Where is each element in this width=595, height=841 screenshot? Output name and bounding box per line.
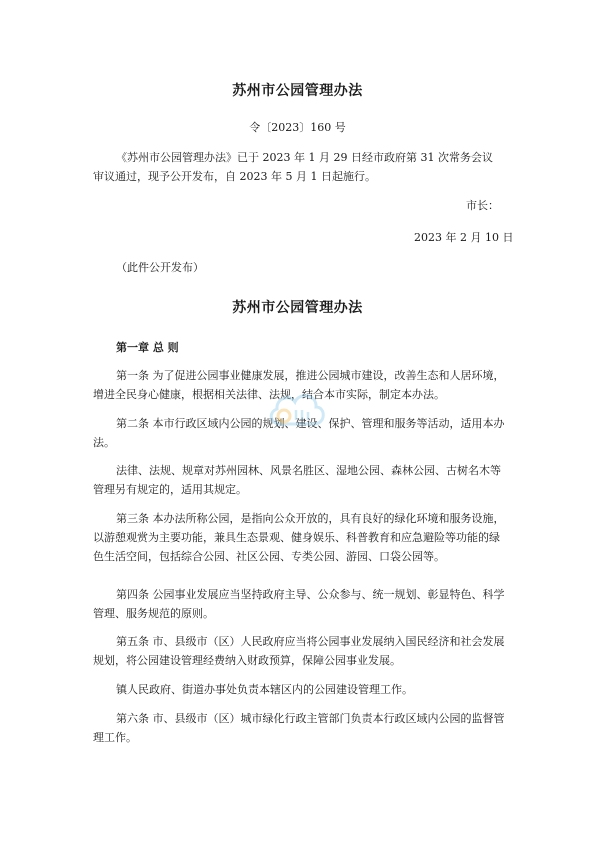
article-6: 第六条 市、县级市（区）城市绿化行政主管部门负责本行政区域内公园的监督管理工作。 — [93, 712, 505, 744]
publish-note: （此件公开发布） — [116, 261, 204, 274]
order-number: 令〔2023〕160 号 — [249, 121, 346, 134]
cloud-logo-icon — [262, 376, 332, 446]
article-4: 第四条 公园事业发展应当坚持政府主导、公众参与、统一规划、彰显特色、科学管理、服务规范的原则。 — [93, 588, 505, 620]
document-title-repeat: 苏州市公园管理办法 — [232, 300, 363, 316]
intro-line-2: 审议通过，现予公开发布，自 2023 年 5 月 1 日起施行。 — [93, 170, 376, 183]
article-2-paragraph-2: 法律、法规、规章对苏州园林、风景名胜区、湿地公园、森林公园、古树名木等管理另有规定的，适用其规定。 — [93, 464, 501, 496]
mayor-label: 市长： — [466, 199, 499, 212]
intro-line-1: 《苏州市公园管理办法》已于 2023 年 1 月 29 日经市政府第 31 次常务会议 — [116, 151, 493, 164]
issue-date: 2023 年 2 月 10 日 — [414, 231, 514, 244]
article-3: 第三条 本办法所称公园，是指向公众开放的，具有良好的绿化环境和服务设施，以游憩观赏为主要功能，兼具生态景观、健身娱乐、科普教育和应急避险等功能的绿色生活空间，包括综合公园、社区公园、专类公园、游园、口袋公园等。 — [93, 512, 505, 563]
article-1: 第一条 为了促进公园事业健康发展，推进公园城市建设，改善生态和人居环境，增进全民身心健康，根据相关法律、法规，结合本市实际，制定本办法。 — [93, 369, 505, 401]
article-5: 第五条 市、县级市（区）人民政府应当将公园事业发展纳入国民经济和社会发展规划，将公园建设管理经费纳入财政预算，保障公园事业发展。 — [93, 635, 505, 667]
document-title: 苏州市公园管理办法 — [232, 83, 363, 99]
article-5-paragraph-2: 镇人民政府、街道办事处负责本辖区内的公园建设管理工作。 — [116, 683, 413, 696]
article-2: 第二条 本市行政区域内公园的规划、建设、保护、管理和服务等活动，适用本办法。 — [93, 417, 505, 449]
chapter-heading: 第一章 总 则 — [116, 341, 179, 354]
